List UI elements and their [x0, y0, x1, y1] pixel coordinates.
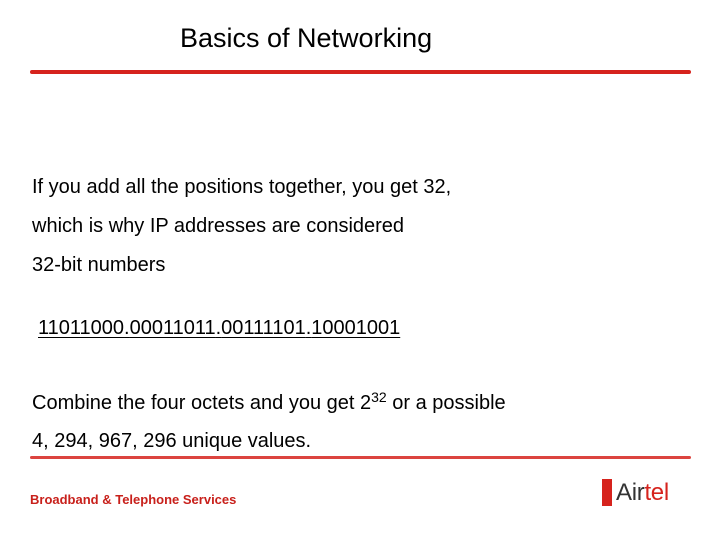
- octet-4: 10001001: [311, 317, 401, 339]
- top-divider: [30, 70, 691, 74]
- body-line-1: If you add all the positions together, you get 32,: [32, 176, 452, 198]
- combine-text-before: Combine the four octets and you get 2: [32, 392, 372, 414]
- combine-text-after: or a possible: [386, 392, 506, 414]
- logo-mark-icon: [602, 479, 612, 506]
- octet-1: 11011000: [38, 317, 125, 339]
- exponent: 32: [371, 389, 387, 405]
- octet-separator: .: [124, 317, 130, 339]
- octet-separator: .: [215, 317, 222, 339]
- footer-divider: [30, 456, 691, 459]
- logo-text-accent: tel: [644, 479, 669, 506]
- binary-ip-address: [38, 315, 400, 341]
- slide-title: Basics of Networking: [180, 23, 433, 53]
- body-line-2: which is why IP addresses are considered: [32, 215, 405, 237]
- combine-line-2: 4, 294, 967, 296 unique values.: [32, 430, 312, 452]
- footer-service-text: Broadband & Telephone Services: [30, 492, 237, 507]
- body-line-3: 32-bit numbers: [32, 254, 166, 276]
- logo-text: [616, 479, 669, 506]
- airtel-logo: [602, 479, 669, 506]
- combine-line-1: [32, 390, 506, 417]
- logo-text-dark: Air: [616, 479, 645, 506]
- octet-2: 00011011: [129, 317, 216, 339]
- octet-separator: .: [305, 317, 312, 339]
- octet-3: 00111101: [221, 317, 306, 339]
